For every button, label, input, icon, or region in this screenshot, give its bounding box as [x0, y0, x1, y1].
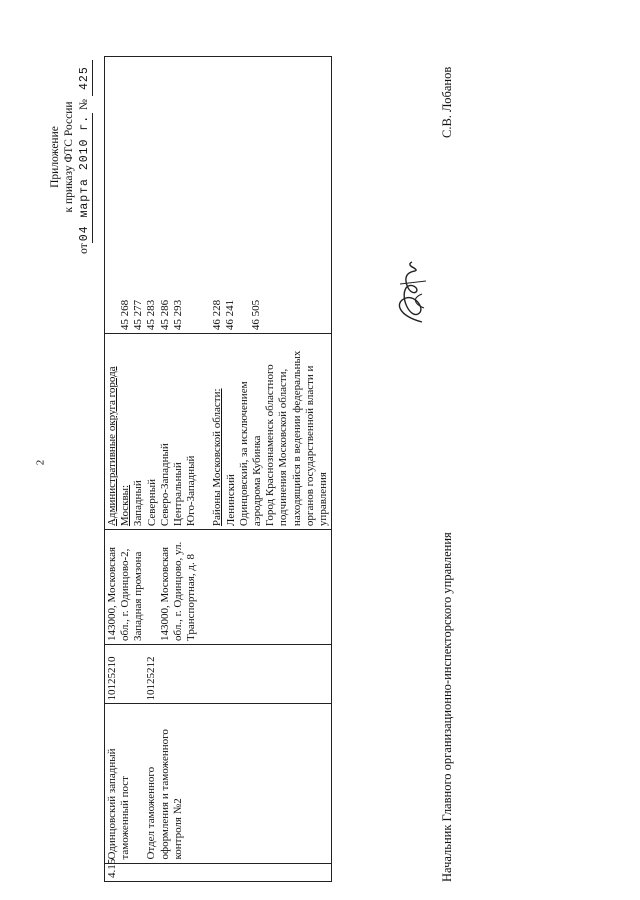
- okato-code: 45 268: [119, 299, 131, 331]
- list-item: Западный: [132, 480, 145, 527]
- signature-image: [392, 258, 432, 328]
- post-name: Одинцовский западный таможенный пост: [106, 748, 132, 860]
- appendix-date-line: [77, 32, 93, 282]
- okato-cell: [105, 57, 332, 334]
- appendix-from-prefix: от: [78, 243, 90, 254]
- name-cell: [105, 704, 332, 863]
- post-address: 143000, Московская обл., г. Одинцово-2, Западная промзона: [106, 546, 145, 641]
- dept-code: 10125212: [145, 656, 158, 701]
- dept-address: 143000, Московская обл., г. Одинцово, ул. Транспортная, д. 8: [158, 541, 198, 641]
- territory-cell: [105, 334, 332, 530]
- okato-code: 45 293: [171, 299, 184, 331]
- list-item: Юго-Западный: [185, 455, 198, 527]
- list-item: Центральный: [172, 462, 185, 527]
- dept-name: Отдел таможенного оформления и таможенного контроля №2: [145, 729, 184, 860]
- okato-code: 46 241: [224, 299, 237, 331]
- list-item: Одинцовский, за исключением аэродрома Кубинка: [237, 381, 264, 527]
- okato-code: 45 286: [158, 299, 171, 331]
- page-number: 2: [34, 459, 47, 466]
- list-item: Северо-Западный: [158, 443, 171, 527]
- okato-code: 46 505: [250, 299, 263, 331]
- row-number-cell: [105, 858, 332, 881]
- list-item: Ленинский: [224, 474, 237, 527]
- appendix-date: 04 марта 2010 г.: [78, 114, 91, 242]
- moscow-districts-header: Административные округа города Москвы:: [106, 366, 132, 527]
- okato-code: 46 228: [211, 299, 224, 331]
- okato-code: 45 283: [145, 299, 158, 331]
- row-number: 4.15: [106, 858, 118, 878]
- appendix-title: Приложение: [49, 126, 61, 188]
- okato-code: 45 277: [132, 299, 145, 331]
- appendix-number: 425: [78, 60, 93, 96]
- table-row: [105, 57, 332, 882]
- list-item: Город Краснознаменск областного подчинения Московской области, находящийся в ведении федеральных органов государственной власти и управления: [264, 350, 330, 527]
- list-item: Северный: [145, 479, 158, 527]
- customs-table: [104, 56, 332, 882]
- appendix-header: [48, 32, 93, 282]
- region-districts-header: Районы Московской области:: [211, 388, 224, 527]
- signatory-name: С.В. Лобанов: [440, 66, 454, 138]
- code-cell: [105, 644, 332, 704]
- appendix-number-prefix: №: [78, 98, 90, 110]
- post-code: 10125210: [106, 656, 118, 701]
- appendix-order-line: к приказу ФТС России: [63, 101, 75, 213]
- address-cell: [105, 530, 332, 645]
- signatory-title: Начальник Главного организационно-инспекторского управления: [440, 532, 454, 882]
